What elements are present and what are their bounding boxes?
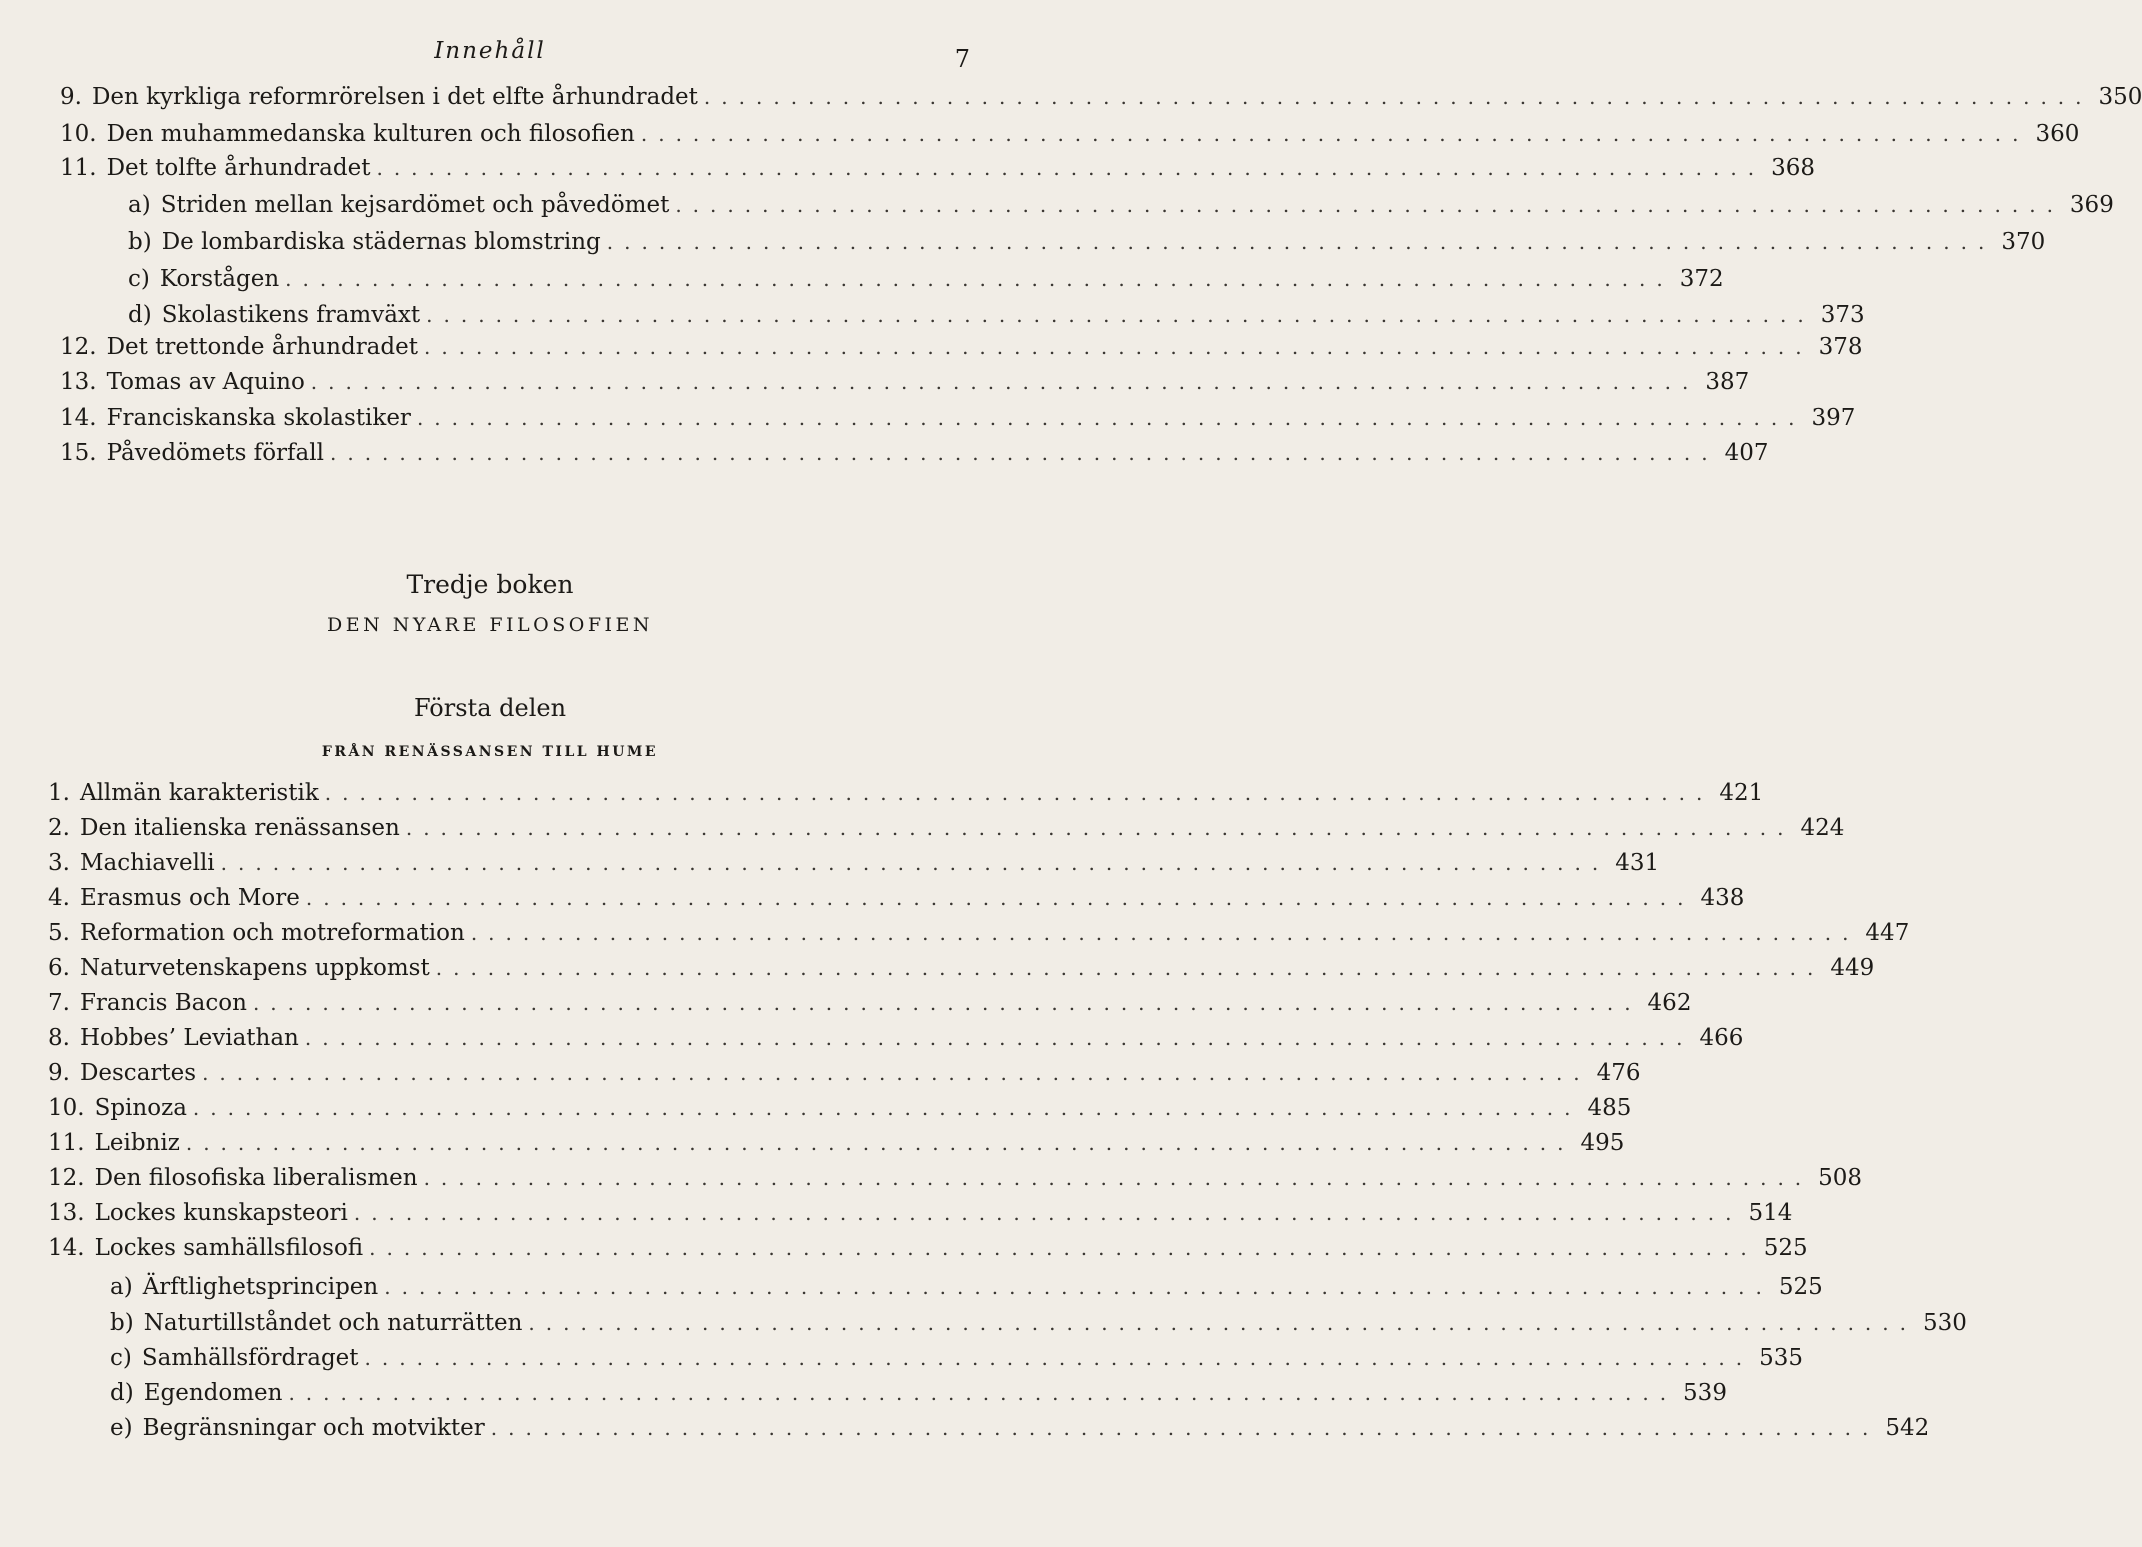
toc-entry-page: 449 bbox=[1830, 955, 1875, 981]
toc-entry-number: e) bbox=[110, 1415, 133, 1441]
toc-entry-title: De lombardiska städernas blomstring bbox=[161, 229, 601, 255]
dot-leader: ................................................................................ bbox=[192, 1096, 1582, 1120]
toc-entry bbox=[110, 1310, 1967, 1336]
toc-entry-number: 11. bbox=[60, 155, 97, 181]
toc-entry bbox=[48, 780, 1764, 806]
toc-entry-title: Hobbes’ Leviathan bbox=[79, 1025, 299, 1051]
dot-leader: ................................................................................ bbox=[435, 956, 1825, 980]
running-head: Innehåll bbox=[434, 38, 546, 64]
toc-entry bbox=[48, 1025, 1744, 1051]
toc-entry-title: Den filosofiska liberalismen bbox=[94, 1165, 418, 1191]
toc-entry-page: 476 bbox=[1596, 1060, 1641, 1086]
dot-leader: ................................................................................ bbox=[353, 1201, 1743, 1225]
dot-leader: ................................................................................ bbox=[470, 921, 1860, 945]
dot-leader: ................................................................................ bbox=[703, 85, 2093, 109]
toc-entry-number: 9. bbox=[48, 1060, 70, 1086]
dot-leader: ................................................................................ bbox=[329, 441, 1719, 465]
toc-entry-number: 12. bbox=[60, 334, 97, 360]
toc-entry bbox=[60, 121, 2080, 147]
toc-entry-title: Lockes samhällsfilosofi bbox=[94, 1235, 364, 1261]
toc-entry-page: 431 bbox=[1615, 850, 1660, 876]
toc-entry-page: 407 bbox=[1724, 440, 1769, 466]
toc-entry-page: 447 bbox=[1865, 920, 1910, 946]
toc-entry-title: Machiavelli bbox=[79, 850, 215, 876]
toc-entry-title: Den kyrkliga reformrörelsen i det elfte århundradet bbox=[91, 84, 698, 110]
toc-entry-number: a) bbox=[128, 192, 151, 218]
toc-entry bbox=[60, 84, 2142, 110]
toc-entry bbox=[110, 1345, 1804, 1371]
toc-entry-title: Spinoza bbox=[94, 1095, 187, 1121]
dot-leader: ................................................................................ bbox=[606, 230, 1996, 254]
toc-entry-page: 421 bbox=[1719, 780, 1764, 806]
dot-leader: ................................................................................ bbox=[384, 1275, 1773, 1299]
toc-entry-title: Leibniz bbox=[94, 1130, 180, 1156]
dot-leader: ................................................................................ bbox=[305, 886, 1695, 910]
toc-entry bbox=[128, 192, 2114, 218]
toc-entry-number: a) bbox=[110, 1274, 133, 1300]
toc-entry-page: 525 bbox=[1763, 1235, 1808, 1261]
toc-entry bbox=[60, 155, 1815, 181]
dot-leader: ................................................................................ bbox=[324, 781, 1714, 805]
book-subtitle: DEN NYARE FILOSOFIEN bbox=[326, 614, 654, 636]
toc-entry bbox=[48, 1200, 1793, 1226]
toc-entry-number: 14. bbox=[60, 405, 97, 431]
toc-entry-title: Påvedömets förfall bbox=[106, 440, 324, 466]
toc-entry-title: Samhällsfördraget bbox=[141, 1345, 359, 1371]
toc-entry bbox=[48, 1130, 1625, 1156]
toc-entry bbox=[48, 1165, 1863, 1191]
toc-entry-number: 10. bbox=[60, 121, 97, 147]
dot-leader: ................................................................................ bbox=[426, 303, 1815, 327]
toc-entry bbox=[60, 369, 1750, 395]
dot-leader: ................................................................................ bbox=[423, 1166, 1813, 1190]
dot-leader: ................................................................................ bbox=[416, 406, 1806, 430]
toc-entry-title: Striden mellan kejsardömet och påvedömet bbox=[160, 192, 670, 218]
toc-entry-title: Det tolfte århundradet bbox=[106, 155, 371, 181]
toc-entry-page: 462 bbox=[1647, 990, 1692, 1016]
toc-entry-number: 12. bbox=[48, 1165, 85, 1191]
book-title: Tredje boken bbox=[406, 570, 574, 599]
toc-entry-page: 360 bbox=[2035, 121, 2080, 147]
toc-entry-title: Korstågen bbox=[159, 266, 280, 292]
page-number: 7 bbox=[954, 45, 970, 73]
toc-entry-number: b) bbox=[128, 229, 152, 255]
toc-entry-page: 508 bbox=[1818, 1165, 1863, 1191]
dot-leader: ................................................................................ bbox=[528, 1311, 1917, 1335]
toc-entry-number: 9. bbox=[60, 84, 82, 110]
toc-entry-number: 7. bbox=[48, 990, 70, 1016]
toc-entry-number: 3. bbox=[48, 850, 70, 876]
dot-leader: ................................................................................ bbox=[220, 851, 1610, 875]
toc-entry-number: 2. bbox=[48, 815, 70, 841]
toc-entry-title: Det trettonde århundradet bbox=[106, 334, 418, 360]
toc-entry-page: 525 bbox=[1778, 1274, 1823, 1300]
dot-leader: ................................................................................ bbox=[252, 991, 1642, 1015]
toc-entry-number: 14. bbox=[48, 1235, 85, 1261]
part-subtitle: FRÅN RENÄSSANSEN TILL HUME bbox=[321, 744, 659, 760]
toc-entry-title: Erasmus och More bbox=[79, 885, 300, 911]
toc-entry-title: Lockes kunskapsteori bbox=[94, 1200, 348, 1226]
toc-entry-title: Allmän karakteristik bbox=[79, 780, 319, 806]
toc-entry-title: Francis Bacon bbox=[79, 990, 247, 1016]
dot-leader: ................................................................................ bbox=[405, 816, 1795, 840]
dot-leader: ................................................................................ bbox=[376, 156, 1766, 180]
toc-entry-title: Tomas av Aquino bbox=[106, 369, 305, 395]
dot-leader: ................................................................................ bbox=[675, 193, 2064, 217]
toc-entry bbox=[48, 1095, 1632, 1121]
toc-entry bbox=[60, 405, 1856, 431]
toc-entry-page: 350 bbox=[2098, 84, 2142, 110]
toc-entry-title: Den italienska renässansen bbox=[79, 815, 400, 841]
toc-entry bbox=[48, 850, 1660, 876]
dot-leader: ................................................................................ bbox=[310, 370, 1700, 394]
toc-entry-number: c) bbox=[128, 266, 150, 292]
dot-leader: ................................................................................ bbox=[640, 122, 2030, 146]
dot-leader: ................................................................................ bbox=[202, 1061, 1591, 1085]
toc-entry-number: d) bbox=[128, 302, 152, 328]
dot-leader: ................................................................................ bbox=[490, 1416, 1880, 1440]
toc-entry-page: 438 bbox=[1700, 885, 1745, 911]
toc-entry-page: 369 bbox=[2069, 192, 2114, 218]
toc-entry-number: 13. bbox=[60, 369, 97, 395]
toc-entry-title: Den muhammedanska kulturen och filosofien bbox=[106, 121, 635, 147]
toc-entry-title: Begränsningar och motvikter bbox=[142, 1415, 485, 1441]
toc-entry-number: 5. bbox=[48, 920, 70, 946]
toc-entry-page: 535 bbox=[1759, 1345, 1804, 1371]
dot-leader: ................................................................................ bbox=[185, 1131, 1575, 1155]
toc-entry-page: 539 bbox=[1683, 1380, 1727, 1406]
toc-entry-title: Ärftlighetsprincipen bbox=[142, 1274, 379, 1300]
toc-entry-page: 495 bbox=[1580, 1130, 1625, 1156]
dot-leader: ................................................................................ bbox=[364, 1346, 1754, 1370]
toc-entry-page: 530 bbox=[1923, 1310, 1967, 1336]
dot-leader: ................................................................................ bbox=[288, 1381, 1678, 1405]
toc-entry-title: Franciskanska skolastiker bbox=[106, 405, 411, 431]
toc-entry-number: 15. bbox=[60, 440, 97, 466]
dot-leader: ................................................................................ bbox=[423, 335, 1813, 359]
toc-entry-title: Descartes bbox=[79, 1060, 197, 1086]
toc-entry-title: Skolastikens framväxt bbox=[161, 302, 421, 328]
toc-entry-title: Reformation och motreformation bbox=[79, 920, 465, 946]
dot-leader: ................................................................................ bbox=[369, 1236, 1758, 1260]
toc-entry-page: 368 bbox=[1771, 155, 1815, 181]
toc-entry bbox=[110, 1415, 1930, 1441]
toc-entry bbox=[48, 1060, 1641, 1086]
toc-entry-page: 424 bbox=[1800, 815, 1845, 841]
toc-entry bbox=[128, 302, 1865, 328]
dot-leader: ................................................................................ bbox=[285, 267, 1674, 291]
dot-leader: ................................................................................ bbox=[304, 1026, 1694, 1050]
toc-entry-number: 1. bbox=[48, 780, 70, 806]
toc-entry bbox=[128, 266, 1724, 292]
toc-entry-page: 397 bbox=[1811, 405, 1856, 431]
toc-entry-page: 370 bbox=[2001, 229, 2046, 255]
toc-entry-number: 8. bbox=[48, 1025, 70, 1051]
toc-entry-number: 4. bbox=[48, 885, 70, 911]
toc-entry-number: 11. bbox=[48, 1130, 85, 1156]
toc-entry bbox=[60, 334, 1863, 360]
toc-entry bbox=[60, 440, 1769, 466]
toc-entry-number: c) bbox=[110, 1345, 132, 1371]
toc-entry bbox=[48, 990, 1692, 1016]
toc-entry-page: 387 bbox=[1705, 369, 1750, 395]
toc-entry bbox=[48, 815, 1845, 841]
toc-entry-number: 10. bbox=[48, 1095, 85, 1121]
toc-entry-page: 542 bbox=[1885, 1415, 1930, 1441]
toc-entry-title: Naturvetenskapens uppkomst bbox=[79, 955, 430, 981]
toc-entry bbox=[110, 1380, 1727, 1406]
toc-entry bbox=[48, 955, 1875, 981]
toc-entry bbox=[48, 1235, 1808, 1261]
toc-entry-page: 466 bbox=[1699, 1025, 1744, 1051]
toc-entry-number: 6. bbox=[48, 955, 70, 981]
toc-entry-number: 13. bbox=[48, 1200, 85, 1226]
toc-entry-number: b) bbox=[110, 1310, 134, 1336]
toc-entry bbox=[48, 920, 1910, 946]
toc-entry-page: 373 bbox=[1820, 302, 1865, 328]
toc-entry bbox=[128, 229, 2046, 255]
toc-entry-page: 372 bbox=[1679, 266, 1724, 292]
toc-entry-number: d) bbox=[110, 1380, 134, 1406]
toc-entry-page: 485 bbox=[1587, 1095, 1632, 1121]
toc-entry-title: Naturtillståndet och naturrätten bbox=[143, 1310, 523, 1336]
toc-entry bbox=[110, 1274, 1823, 1300]
toc-entry-title: Egendomen bbox=[143, 1380, 283, 1406]
toc-entry bbox=[48, 885, 1745, 911]
part-title: Första delen bbox=[413, 694, 567, 722]
toc-entry-page: 378 bbox=[1818, 334, 1863, 360]
toc-entry-page: 514 bbox=[1748, 1200, 1793, 1226]
